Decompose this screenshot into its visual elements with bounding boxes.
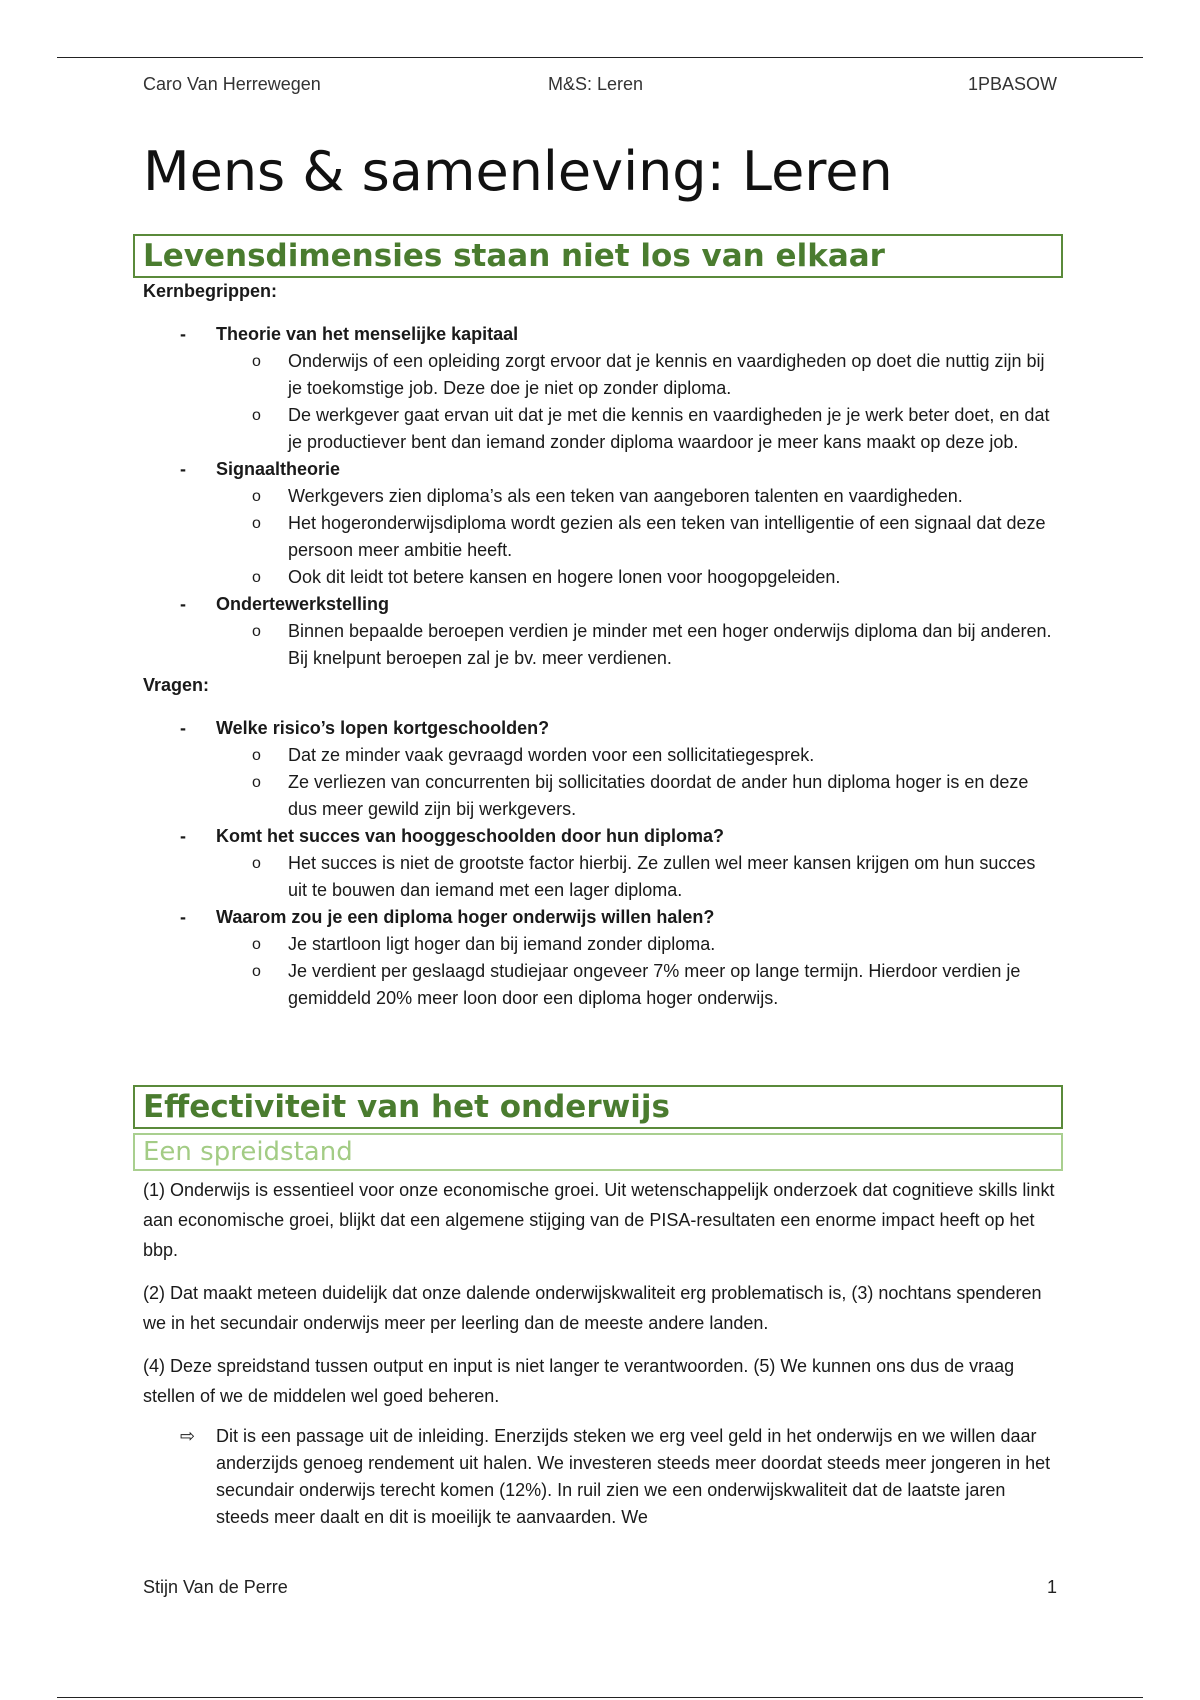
sublist	[216, 618, 1057, 672]
dash-bullet-icon: -	[180, 459, 186, 479]
sublist-item-text: Het hogeronderwijsdiploma wordt gezien als een teken van intelligentie of een signaal dat deze persoon meer ambitie heeft.	[288, 513, 1046, 560]
term-label: Signaaltheorie	[216, 459, 341, 479]
sublist	[216, 742, 1057, 823]
sublist-item-text: De werkgever gaat ervan uit dat je met die kennis en vaardigheden je je werk beter doet, en dat je productiever bent dan iemand zonder diploma waardoor je meer kans maakt op deze job.	[288, 405, 1050, 452]
sublist-item-text: Je verdient per geslaagd studiejaar ongeveer 7% meer op lange termijn. Hierdoor verdien je gemiddeld 20% meer loon door een diploma hoger onderwijs.	[288, 961, 1021, 1008]
sublist-item	[216, 850, 1057, 904]
list-item	[143, 823, 1057, 904]
vragen-label: Vragen:	[143, 675, 210, 695]
dash-bullet-icon: -	[180, 826, 186, 846]
vragen-list	[143, 715, 1057, 1012]
section-heading: Effectiviteit van het onderwijs	[143, 1089, 670, 1125]
page-header	[143, 74, 1057, 98]
note-item	[143, 1423, 1057, 1531]
circle-bullet-icon: o	[252, 936, 261, 953]
list-item	[143, 591, 1057, 672]
header-course: M&S: Leren	[548, 74, 644, 94]
list-item	[143, 904, 1057, 1012]
section-heading: Levensdimensies staan niet los van elkaar	[143, 238, 885, 274]
sublist-item	[216, 402, 1057, 456]
section-heading-box	[133, 234, 1063, 278]
kernbegrippen-list	[143, 321, 1057, 672]
sublist	[216, 483, 1057, 591]
circle-bullet-icon: o	[252, 774, 261, 791]
circle-bullet-icon: o	[252, 569, 261, 586]
question-label: Welke risico’s lopen kortgeschoolden?	[216, 718, 550, 738]
sublist-item	[216, 564, 1057, 591]
term-label: Theorie van het menselijke kapitaal	[216, 324, 519, 344]
subsection-heading: Een spreidstand	[143, 1137, 353, 1167]
sublist-item	[216, 769, 1057, 823]
circle-bullet-icon: o	[252, 963, 261, 980]
sublist-item-text: Binnen bepaalde beroepen verdien je minder met een hoger onderwijs diploma dan bij anderen. Bij knelpunt beroepen zal je bv. meer verdienen.	[288, 621, 1052, 668]
circle-bullet-icon: o	[252, 623, 261, 640]
sublist	[216, 348, 1057, 456]
header-class-code: 1PBASOW	[967, 74, 1057, 94]
kernbegrippen-label: Kernbegrippen:	[143, 281, 278, 301]
dash-bullet-icon: -	[180, 907, 186, 927]
sublist	[216, 850, 1057, 904]
circle-bullet-icon: o	[252, 855, 261, 872]
sublist-item-text: Het succes is niet de grootste factor hierbij. Ze zullen wel meer kansen krijgen om hun succes uit te bouwen dan iemand met een lager diploma.	[288, 853, 1036, 900]
paragraph: (2) Dat maakt meteen duidelijk dat onze dalende onderwijskwaliteit erg problematisch is, (3) nochtans spenderen we in het secundair onderwijs meer per leerling dan de meeste andere landen.	[143, 1283, 1042, 1333]
paragraph: (1) Onderwijs is essentieel voor onze economische groei. Uit wetenschappelijk onderzoek dat cognitieve skills linkt aan economische groei, blijkt dat een algemene stijging van de PISA-resultaten een enorme impact heeft op het bbp.	[143, 1180, 1055, 1260]
arrow-right-icon: ⇨	[180, 1426, 196, 1446]
list-item	[143, 321, 1057, 456]
circle-bullet-icon: o	[252, 407, 261, 424]
sublist-item	[216, 483, 1057, 510]
question-label: Waarom zou je een diploma hoger onderwijs willen halen?	[216, 907, 715, 927]
section-effectiviteit	[143, 1085, 1057, 1531]
page-title: Mens & samenleving: Leren	[143, 140, 893, 203]
list-item	[143, 715, 1057, 823]
section-heading-box	[133, 1085, 1063, 1129]
footer-author: Stijn Van de Perre	[143, 1577, 288, 1597]
sublist-item-text: Ook dit leidt tot betere kansen en hogere lonen voor hoogopgeleiden.	[288, 567, 841, 587]
sublist-item-text: Werkgevers zien diploma’s als een teken van aangeboren talenten en vaardigheden.	[288, 486, 963, 506]
list-item	[143, 456, 1057, 591]
section-levensdimensies	[143, 234, 1057, 1012]
sublist-item-text: Ze verliezen van concurrenten bij sollicitaties doordat de ander hun diploma hoger is en deze dus meer gewild zijn bij werkgevers.	[288, 772, 1029, 819]
note-text: Dit is een passage uit de inleiding. Enerzijds steken we erg veel geld in het onderwijs en we willen daar anderzijds genoeg rendement uit halen. We investeren steeds meer doordat steeds meer jongeren in het secundair onderwijs terecht komen (12%). In ruil zien we een onderwijskwaliteit dat de laatste jaren steeds meer daalt en dit is moeilijk te aanvaarden. We	[216, 1426, 1051, 1527]
sublist-item	[216, 348, 1057, 402]
dash-bullet-icon: -	[180, 594, 186, 614]
subsection-heading-box	[133, 1133, 1063, 1171]
bottom-rule	[57, 1697, 1143, 1698]
sublist-item	[216, 510, 1057, 564]
circle-bullet-icon: o	[252, 353, 261, 370]
term-label: Ondertewerkstelling	[216, 594, 390, 614]
sublist-item	[216, 742, 1057, 769]
circle-bullet-icon: o	[252, 488, 261, 505]
page-number: 1	[1046, 1577, 1057, 1597]
question-label: Komt het succes van hooggeschoolden door hun diploma?	[216, 826, 725, 846]
sublist-item	[216, 931, 1057, 958]
circle-bullet-icon: o	[252, 515, 261, 532]
header-author: Caro Van Herrewegen	[143, 74, 321, 94]
paragraph: (4) Deze spreidstand tussen output en input is niet langer te verantwoorden. (5) We kunnen ons dus de vraag stellen of we de middelen wel goed beheren.	[143, 1356, 1015, 1406]
sublist	[216, 931, 1057, 1012]
sublist-item-text: Dat ze minder vaak gevraagd worden voor een sollicitatiegesprek.	[288, 745, 815, 765]
top-rule	[57, 57, 1143, 58]
circle-bullet-icon: o	[252, 747, 261, 764]
sublist-item-text: Onderwijs of een opleiding zorgt ervoor dat je kennis en vaardigheden op doet die nuttig zijn bij je toekomstige job. Deze doe je niet op zonder diploma.	[288, 351, 1045, 398]
sublist-item	[216, 618, 1057, 672]
dash-bullet-icon: -	[180, 718, 186, 738]
dash-bullet-icon: -	[180, 324, 186, 344]
sublist-item-text: Je startloon ligt hoger dan bij iemand zonder diploma.	[288, 934, 716, 954]
sublist-item	[216, 958, 1057, 1012]
